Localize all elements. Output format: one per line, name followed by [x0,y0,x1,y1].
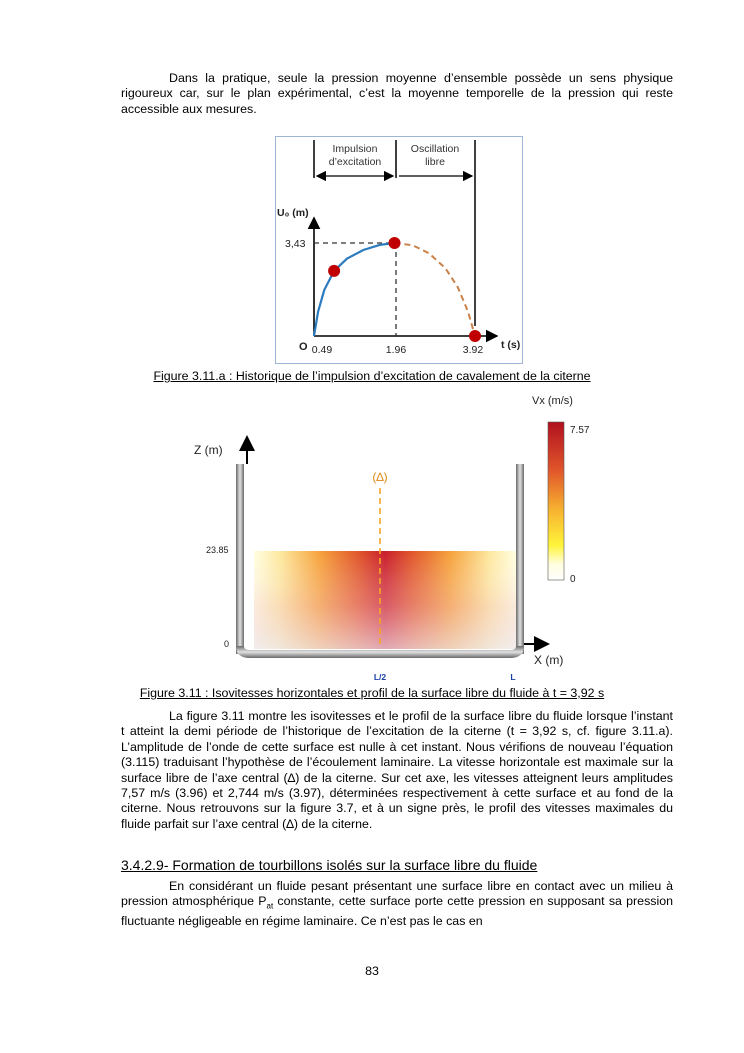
figure-3-11 [190,390,590,686]
y-axis-label: U₀ (m) [277,207,309,219]
colorbar [548,422,564,580]
z-tick-bottom: 0 [224,639,230,649]
tank-right-wall [516,464,524,654]
colorbar-title: Vx (m/s) [532,395,573,407]
body-paragraph-2: En considérant un fluide pesant présentant une surface libre en contact avec un milieu à pression atmosphérique $P_{at}$ constante, cette surface porte cette pression en supposant sa pression fluctuante négligeable en régime laminaire. Ce n’est pas le cas en [121,879,673,929]
x-tick-end: L [510,672,516,682]
figure-a-frame [276,137,523,364]
figure-a-caption: Figure 3.11.a : Historique de l’impulsion d’excitation de cavalement de la citerne [153,369,591,383]
y-tick-3-43: 3,43 [285,238,306,250]
x-tick-0-49: 0.49 [311,344,333,356]
point-0-49 [328,265,340,277]
label-impulse-2: d’excitation [328,156,382,168]
x-tick-mid: L/2 [373,672,387,682]
origin-label: O [299,341,308,353]
section-heading: 3.4.2.9- Formation de tourbillons isolés sur la surface libre du fluide [121,857,538,873]
colorbar-max: 7.57 [570,425,590,436]
x-axis-label: X (m) [534,653,564,667]
label-oscillation-1: Oscillation [410,143,460,155]
page-number: 83 [365,964,379,978]
label-impulse-1: Impulsion [332,143,378,155]
point-1-96 [389,237,401,249]
intro-paragraph: Dans la pratique, seule la pression moyenne d’ensemble possède un sens physique rigoureux car, sur le plan expérimental, c’est la moyenne temporelle de la pression qui reste accessible aux mesures. [121,71,673,116]
colorbar-min: 0 [570,574,576,585]
figure-3-11-a [275,136,523,364]
z-axis-label: Z (m) [194,443,223,457]
tank-left-wall [236,464,244,654]
body-paragraph-1: La figure 3.11 montre les isovitesses et le profil de la surface libre du fluide lorsque l’instant t atteint la demi période de l’historique de l’excitation de la citerne (t = 3,92 s, cf. figure 3.11.a). L’amplitude de l’onde de cette surface est nulle à cet instant. Nous vérifions de nouveau l’équation (3.115) traduisant l’hypothèse de l’écoulement laminaire. La vitesse horizontale est maximale sur la surface libre de l’axe central (∆) de la citerne. Sur cet axe, les vitesses atteignent leurs amplitudes 7,57 m/s (3.96) et 2,744 m/s (3.97), déterminées respectivement à cette surface et au fond de la citerne. Nous retrouvons sur la figure 3.7, et à un signe près, le profil des vitesses maximales du fluide parfait sur l’axe central (∆) de la citerne. [121,709,673,831]
z-tick-top: 23.85 [206,545,229,555]
x-tick-3-92: 3.92 [462,344,484,356]
point-3-92 [469,330,481,342]
x-axis-label: t (s) [501,339,521,351]
delta-label: (∆) [372,470,388,484]
x-tick-1-96: 1.96 [385,344,407,356]
label-oscillation-2: libre [425,156,445,168]
velocity-field-shade [254,551,516,649]
figure-b-caption: Figure 3.11 : Isovitesses horizontales et profil de la surface libre du fluide à t = 3,92 s [139,686,605,700]
